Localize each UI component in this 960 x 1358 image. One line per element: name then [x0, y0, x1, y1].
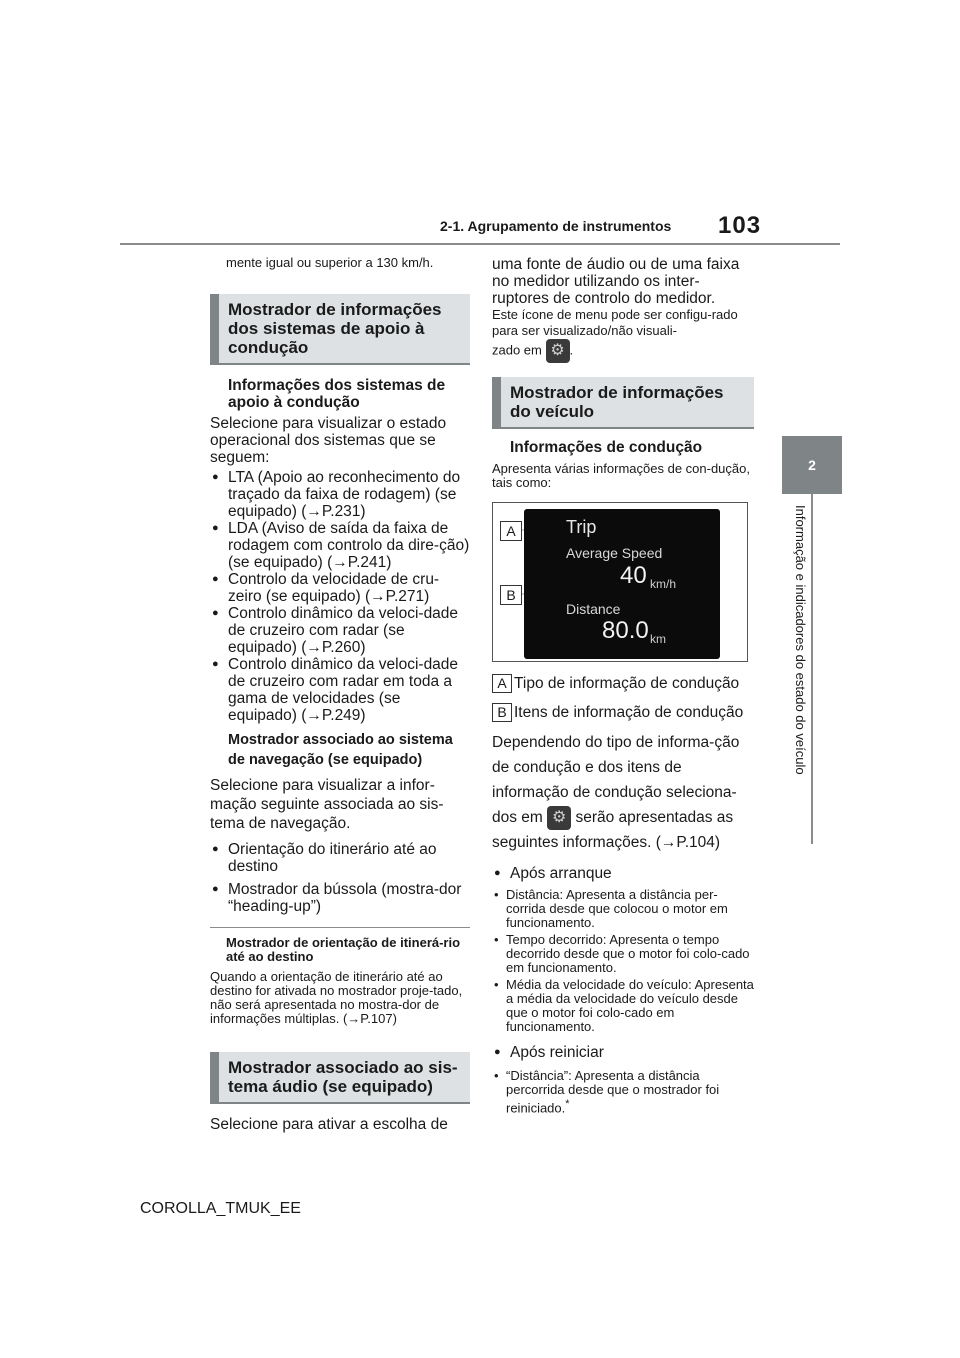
navigation-list [210, 841, 470, 915]
list-item: ● Orientação do itinerário até ao destino [210, 841, 470, 875]
bullet-after-start: ● Após arranque [492, 865, 754, 882]
menu-icon-note [492, 307, 754, 363]
avg-speed-unit: km/h [650, 577, 677, 591]
paragraph-driving-info: Apresenta várias informações de con-dução, tais como: [492, 461, 750, 490]
label-a-row [492, 674, 754, 693]
heading-driving-support: Mostrador de informações dos sistemas de apoio à condução [210, 294, 470, 365]
left-column [210, 256, 470, 1133]
paragraph-audio-cont: uma fonte de áudio ou de uma faixa no medidor utilizando os inter-ruptores de controlo do medidor. [492, 256, 740, 307]
label-b-box: B [492, 703, 512, 722]
asterisk-mark: * [565, 1098, 570, 1110]
note-rule [210, 927, 470, 928]
section-title: 2-1. Agrupamento de instrumentos [440, 218, 672, 234]
header-rule [120, 243, 840, 245]
paragraph-audio: Selecione para ativar a escolha de [210, 1116, 448, 1133]
paragraph-depending-a: Dependendo do tipo de informa-ção de condução e dos itens de informação de condução seleciona-dos em [492, 734, 740, 826]
note-title: Mostrador de orientação de itinerá-rio até ao destino [226, 935, 461, 964]
chapter-tab-line [811, 494, 813, 844]
subhead-driving-info: Informações de condução [510, 439, 703, 456]
paragraph-navigation: Selecione para visualizar a infor-mação seguinte associada ao sis-tema de navegação. [210, 777, 444, 832]
avg-speed-label: Average Speed [566, 545, 663, 561]
list-item: • Distância: Apresenta a distância per-corrida desde que colocou o motor em funcionamento. [492, 888, 754, 930]
after-start-list [492, 888, 754, 1034]
page-number: 103 [718, 212, 762, 239]
menu-icon-note-text: Este ícone de menu pode ser configu-rado para ser visualizado/não visuali- [492, 307, 738, 338]
callout-a: A [500, 521, 522, 541]
document-code: COROLLA_TMUK_EE [140, 1200, 301, 1217]
menu-icon-note-text-b: zado em [492, 342, 542, 358]
label-b-row [492, 703, 754, 722]
distance-label: Distance [566, 601, 621, 617]
paragraph-depending [492, 730, 754, 855]
list-item: ● Controlo dinâmico da veloci-dade de cruzeiro com radar (se equipado) (→P.260) [210, 605, 470, 656]
subhead-support-info: Informações dos sistemas de apoio à condução [228, 377, 446, 411]
chapter-tab: 2 [782, 436, 842, 494]
chapter-title: Informação e indicadores do estado do veículo [793, 505, 808, 775]
paragraph-select-status: Selecione para visualizar o estado operacional dos sistemas que se seguem: [210, 415, 447, 466]
list-item: ● LTA (Apoio ao reconhecimento do traçado da faixa de rodagem) (se equipado) (→P.231) [210, 469, 470, 520]
list-item: ● Mostrador da bússola (mostra-dor “heading-up”) [210, 881, 470, 915]
paragraph-depending-b: serão apresentadas as seguintes informações. (→P.104) [492, 809, 734, 851]
callout-b: B [500, 585, 522, 605]
gear-icon: ⚙ [547, 806, 571, 830]
gear-icon: ⚙ [546, 339, 570, 363]
label-a-text: Tipo de informação de condução [514, 675, 740, 692]
after-reset-text: “Distância”: Apresenta a distância percorrida desde que o mostrador foi reiniciado. [506, 1068, 720, 1116]
menu-icon-note-end: . [569, 342, 574, 358]
label-a-box: A [492, 674, 512, 693]
heading-vehicle-info: Mostrador de informações do veículo [492, 377, 754, 429]
subhead-navigation: Mostrador associado ao sistema de navegação (se equipado) [228, 732, 453, 768]
distance-value: 80.0 [602, 617, 649, 644]
list-item: ● Controlo dinâmico da veloci-dade de cruzeiro com radar em toda a gama de velocidades (se equipado) (→P.249) [210, 656, 470, 724]
meter-screen [524, 509, 720, 659]
driving-info-figure [492, 502, 748, 662]
after-reset-item [492, 1069, 754, 1115]
note-body: Quando a orientação de itinerário até ao destino for ativada no mostrador proje-tado, não será apresentada no mostra-dor de informações múltiplas. (→P.107) [210, 969, 463, 1026]
list-item: • Tempo decorrido: Apresenta o tempo decorrido desde que o motor foi colo-cado em funcionamento. [492, 933, 754, 975]
heading-audio: Mostrador associado ao sis-tema áudio (se equipado) [210, 1052, 470, 1104]
bullet-after-reset: ● Após reiniciar [492, 1044, 754, 1061]
list-item: • Média da velocidade do veículo: Apresenta a média da velocidade do veículo desde que o motor foi colo-cado em funcionamento. [492, 978, 754, 1034]
list-item: ● LDA (Aviso de saída da faixa de rodagem com controlo da dire-ção) (se equipado) (→P.241) [210, 520, 470, 571]
support-systems-list [210, 469, 470, 724]
label-b-text: Itens de informação de condução [514, 704, 744, 721]
intro-line: mente igual ou superior a 130 km/h. [226, 255, 434, 270]
list-item: ● Controlo da velocidade de cru-zeiro (se equipado) (→P.271) [210, 571, 470, 605]
avg-speed-value: 40 [620, 562, 647, 589]
trip-label: Trip [566, 517, 597, 537]
distance-unit: km [650, 632, 666, 646]
right-column [492, 256, 754, 1115]
